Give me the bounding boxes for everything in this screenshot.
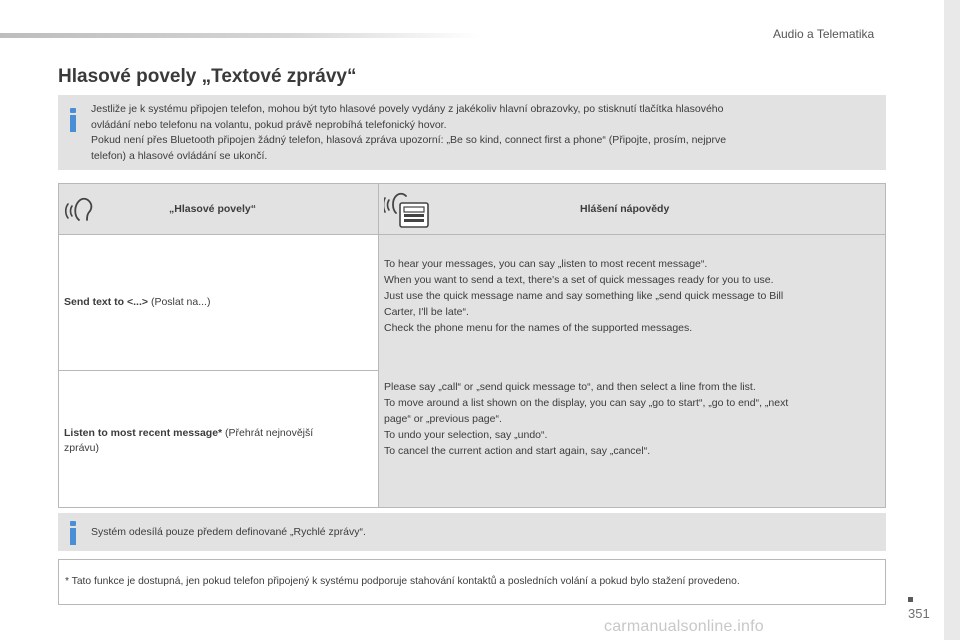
row-divider [59,370,378,371]
info-box-top [58,95,886,170]
page-title: Hlasové povely „Textové zprávy“ [58,66,357,87]
info-text-bottom: Systém odesílá pouze předem definované „Rychlé zprávy“. [91,526,366,538]
footnote-box [58,559,886,605]
help-line: To cancel the current action and start again, say „cancel“. [384,445,651,457]
help-line: When you want to send a text, there's a set of quick messages ready for you to use. [384,274,774,286]
help-message-icon [384,189,432,229]
info-icon [69,108,77,132]
command-translation: (Přehrát nejnovější [222,427,314,439]
info-text-top [91,102,726,164]
command-name: Listen to most recent message* [64,427,223,439]
footnote-text: * Tato funkce je dostupná, jen pokud telefon připojený k systému podporuje stahování kontaktů a posledních volání a pokud bylo stažení provedeno. [65,576,740,587]
info-line: Pokud není přes Bluetooth připojen žádný telefon, hlasová zpráva upozorní: „Be so kind, connect first a phone“ (Připojte, prosím, nejprve [91,134,727,146]
command-name: Send text to <...> [64,296,149,308]
help-line: Carter, I'll be late“. [384,306,469,318]
table-header-commands [59,184,378,234]
help-block-messages [384,256,879,336]
info-line: Jestliže je k systému připojen telefon, mohou být tyto hlasové povely vydány z jakékoliv hlavní obrazovky, po stisknutí tlačítka hlasového [91,103,724,115]
info-line: ovládání nebo telefonu na volantu, pokud právě neprobíhá telefonický hovor. [91,118,447,131]
command-translation-line2: zprávu) [64,442,100,454]
page-edge-strip [944,0,960,640]
voice-command-table [58,183,886,508]
table-header-help [379,184,885,234]
help-line: To move around a list shown on the display, you can say „go to start“, „go to end“, „next [384,397,789,409]
info-icon [69,521,77,545]
help-line: To hear your messages, you can say „listen to most recent message“. [384,258,708,270]
table-header-row [59,184,885,235]
column-header-voice-commands: „Hlasové povely“ [169,203,256,215]
watermark: carmanualsonline.info [604,618,764,635]
column-header-help-messages: Hlášení nápovědy [580,203,670,215]
help-messages-cell [379,235,885,507]
page-marker [908,597,913,602]
help-line: page“ or „previous page“. [384,413,502,425]
help-line: Please say „call“ or „send quick message to“, and then select a line from the list. [384,381,756,393]
page-number: 351 [908,606,930,621]
info-line: telefon) a hlasové ovládání se ukončí. [91,149,268,162]
help-line: Just use the quick message name and say something like „send quick message to Bill [384,290,784,302]
command-listen-recent [64,426,374,456]
help-line: Check the phone menu for the names of the supported messages. [384,322,693,334]
header-rule [0,33,480,38]
command-translation: (Poslat na...) [148,296,211,308]
info-box-bottom [58,513,886,551]
section-title: Audio a Telematika [773,27,875,41]
voice-command-icon [65,194,99,226]
help-line: To undo your selection, say „undo“. [384,429,548,441]
help-block-navigation [384,379,879,459]
command-send-text [64,295,369,310]
